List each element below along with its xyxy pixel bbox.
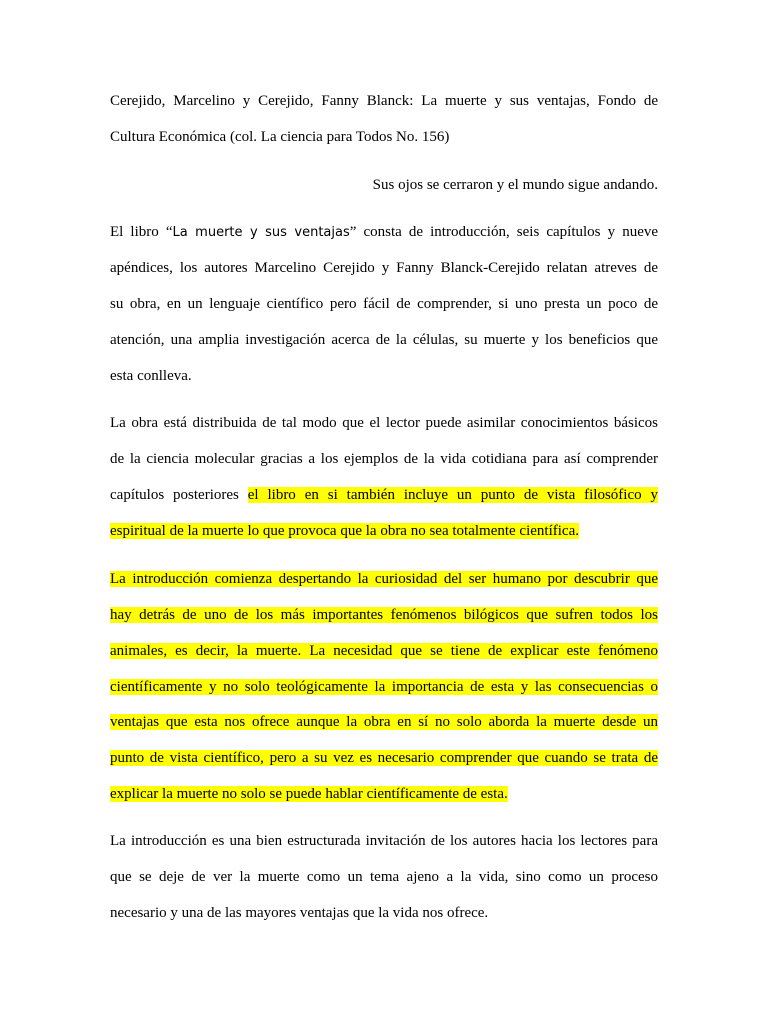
paragraph-2-line-1: La obra está distribuida de tal modo que el lector puede asimilar conocimientos básicos — [110, 415, 658, 431]
highlighted-text: La introducción comienza despertando la curiosidad del ser humano por descubrir que — [110, 571, 658, 587]
paragraph-3-line-6 — [110, 749, 658, 767]
paragraph-4-line-1: La introducción es una bien estructurada invitación de los autores hacia los lectores para — [110, 833, 658, 849]
paragraph-4-line-2: que se deje de ver la muerte como un tema ajeno a la vida, sino como un proceso — [110, 869, 658, 885]
highlighted-text: científicamente y no solo teológicamente la importancia de esta y las consecuencias o — [110, 679, 658, 695]
paragraph-1-line-5: esta conlleva. — [110, 368, 192, 384]
citation-line-2: Cultura Económica (col. La ciencia para Todos No. 156) — [110, 129, 450, 145]
epigraph: Sus ojos se cerraron y el mundo sigue andando. — [372, 177, 658, 193]
paragraph-3-line-1 — [110, 570, 658, 588]
highlighted-text: explicar la muerte no solo se puede hablar científicamente de esta. — [110, 786, 508, 802]
highlighted-text: punto de vista científico, pero a su vez es necesario comprender que cuando se trata de — [110, 750, 658, 766]
highlighted-text: animales, es decir, la muerte. La necesidad que se tiene de explicar este fenómeno — [110, 643, 658, 659]
paragraph-1-text-a: El libro “ — [110, 224, 173, 240]
paragraph-4-line-3: necesario y una de las mayores ventajas que la vida nos ofrece. — [110, 905, 489, 921]
highlighted-text: ventajas que esta nos ofrece aunque la obra en sí no solo aborda la muerte desde un — [110, 714, 658, 730]
paragraph-3-line-7 — [110, 785, 658, 803]
paragraph-3-line-5 — [110, 713, 658, 731]
paragraph-1-line-1 — [110, 223, 658, 242]
paragraph-1-line-2: apéndices, los autores Marcelino Cerejido y Fanny Blanck-Cerejido relatan atreves de — [110, 260, 658, 276]
book-title-inline: La muerte y sus ventajas — [172, 225, 350, 240]
paragraph-2-line-2: de la ciencia molecular gracias a los ejemplos de la vida cotidiana para así comprender — [110, 451, 658, 467]
paragraph-1-line-3: su obra, en un lenguaje científico pero fácil de comprender, si uno presta un poco de — [110, 296, 658, 312]
paragraph-1-text-b: ” consta de introducción, seis capítulos y nueve — [349, 224, 659, 240]
paragraph-2-plain-text: capítulos posteriores — [110, 487, 248, 503]
highlighted-text: el libro en si también incluye un punto de vista filosófico y — [247, 487, 658, 503]
paragraph-3-line-3 — [110, 642, 658, 660]
paragraph-3-line-2 — [110, 606, 658, 624]
highlighted-text: hay detrás de uno de los más importantes fenómenos bilógicos que sufren todos los — [110, 607, 658, 623]
paragraph-2-line-4 — [110, 522, 658, 540]
paragraph-1-line-4: atención, una amplia investigación acerca de la células, su muerte y los beneficios que — [110, 332, 658, 348]
paragraph-2-line-3 — [110, 486, 658, 504]
highlighted-text: espiritual de la muerte lo que provoca que la obra no sea totalmente científica. — [110, 523, 579, 539]
paragraph-3-line-4 — [110, 678, 658, 696]
citation-line-1: Cerejido, Marcelino y Cerejido, Fanny Blanck: La muerte y sus ventajas, Fondo de — [110, 93, 658, 109]
